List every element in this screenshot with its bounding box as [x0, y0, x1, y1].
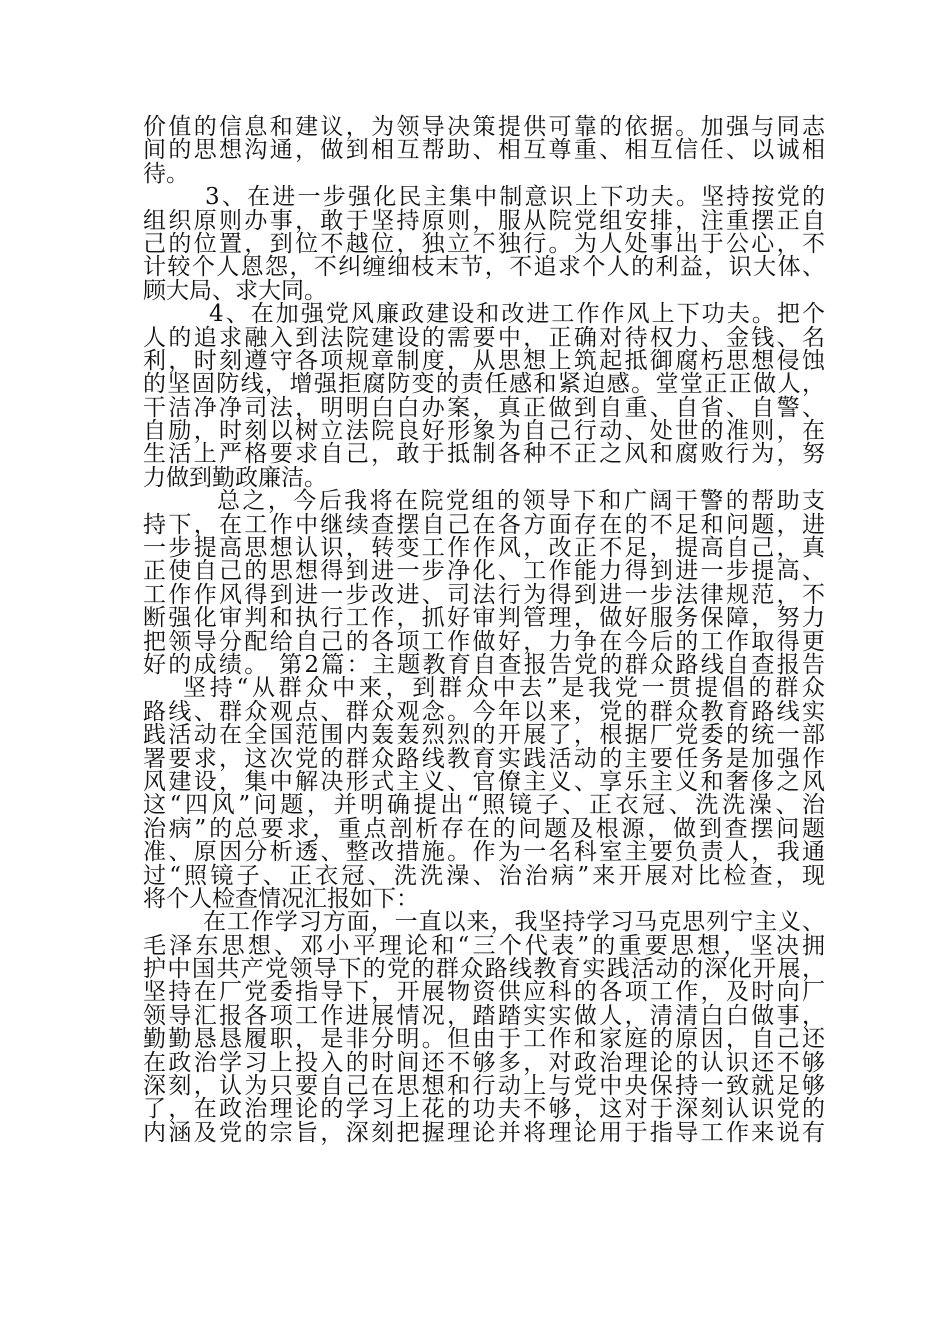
- text-line: 勤勤恳恳履职，是非分明。但由于工作和家庭的原因，自己还: [143, 1026, 825, 1053]
- text-line: 践活动在全国范围内轰轰烈烈的开展了，根据厂党委的统一部: [143, 722, 825, 749]
- text-line: 自励，时刻以树立法院良好形象为自己行动、处世的准则，在: [143, 418, 825, 445]
- text-line: 3、在进一步强化民主集中制意识上下功夫。坚持按党的: [205, 184, 825, 211]
- text-line: 这“四风”问题，并明确提出“照镜子、正衣冠、洗洗澡、治: [143, 792, 825, 819]
- text-line: 一步提高思想认识，转变工作作风，改正不足，提高自己，真: [143, 535, 825, 562]
- text-line: 将个人检查情况汇报如下：: [143, 885, 419, 912]
- text-line: 计较个人恩怨，不纠缠细枝末节，不追求个人的利益，识大体、: [143, 254, 825, 281]
- text-line: 坚持在厂党委指导下，开展物资供应科的各项工作，及时向厂: [143, 979, 825, 1006]
- text-line: 坚持“从群众中来，到群众中去”是我党一贯提倡的群众: [183, 675, 825, 702]
- text-line: 正使自己的思想得到进一步净化、工作能力得到进一步提高、: [143, 558, 825, 585]
- text-line: 间的思想沟通，做到相互帮助、相互尊重、相互信任、以诚相: [143, 137, 825, 164]
- text-line: 己的位置，到位不越位，独立不独行。为人处事出于公心，不: [143, 230, 825, 257]
- text-line: 4、在加强党风廉政建设和改进工作作风上下功夫。把个: [209, 301, 825, 328]
- text-line: 领导汇报各项工作进展情况，踏踏实实做人，清清白白做事，: [143, 1002, 825, 1029]
- text-line: 了，在政治理论的学习上花的功夫不够，这对于深刻认识党的: [143, 1096, 825, 1123]
- text-line: 路线、群众观点、群众观念。今年以来，党的群众教育路线实: [143, 698, 825, 725]
- text-line: 深刻，认为只要自己在思想和行动上与党中央保持一致就足够: [143, 1073, 825, 1100]
- text-line: 总之，今后我将在院党组的领导下和广阔干警的帮助支: [217, 488, 825, 515]
- text-line: 断强化审判和执行工作，抓好审判管理，做好服务保障，努力: [143, 605, 825, 632]
- text-line: 生活上严格要求自己，敢于抵制各种不正之风和腐败行为，努: [143, 441, 825, 468]
- text-line: 顾大局、求大同。: [143, 277, 327, 304]
- text-line: 组织原则办事，敢于坚持原则，服从院党组安排，注重摆正自: [143, 207, 825, 234]
- text-line: 在工作学习方面，一直以来，我坚持学习马克思列宁主义、: [203, 909, 825, 936]
- text-line: 利，时刻遵守各项规章制度，从思想上筑起抵御腐朽思想侵蚀: [143, 347, 825, 374]
- text-line: 准、原因分析透、整改措施。作为一名科室主要负责人，我通: [143, 839, 825, 866]
- text-line: 持下，在工作中继续查摆自己在各方面存在的不足和问题，进: [143, 511, 825, 538]
- text-line: 好的成绩。 第2篇：主题教育自查报告党的群众路线自查报告: [143, 651, 825, 678]
- text-line: 风建设，集中解决形式主义、官僚主义、享乐主义和奢侈之风: [143, 768, 825, 795]
- text-line: 过“照镜子、正衣冠、洗洗澡、治治病”来开展对比检查，现: [143, 862, 825, 889]
- text-line: 把领导分配给自己的各项工作做好，力争在今后的工作取得更: [143, 628, 825, 655]
- text-line: 力做到勤政廉洁。: [143, 464, 327, 491]
- text-line: 毛泽东思想、邓小平理论和“三个代表”的重要思想，坚决拥: [143, 932, 825, 959]
- text-line: 待。: [143, 160, 189, 187]
- text-line: 干洁净净司法，明明白白办案，真正做到自重、自省、自警、: [143, 394, 825, 421]
- text-line: 署要求，这次党的群众路线教育实践活动的主要任务是加强作: [143, 745, 825, 772]
- text-line: 在政治学习上投入的时间还不够多，对政治理论的认识还不够: [143, 1049, 825, 1076]
- text-line: 人的追求融入到法院建设的需要中，正确对待权力、金钱、名: [143, 324, 825, 351]
- document-body: [143, 116, 825, 1145]
- text-line: 工作作风得到进一步改进、司法行为得到进一步法律规范，不: [143, 581, 825, 608]
- text-line: 价值的信息和建议，为领导决策提供可靠的依据。加强与同志: [143, 114, 825, 140]
- text-line: 治病”的总要求，重点剖析存在的问题及根源，做到查摆问题: [143, 815, 825, 842]
- text-line: 的坚固防线，增强拒腐防变的责任感和紧迫感。堂堂正正做人，: [143, 371, 825, 398]
- text-line: 内涵及党的宗旨，深刻把握理论并将理论用于指导工作来说有: [143, 1119, 825, 1146]
- text-line: 护中国共产党领导下的党的群众路线教育实践活动的深化开展，: [143, 956, 825, 983]
